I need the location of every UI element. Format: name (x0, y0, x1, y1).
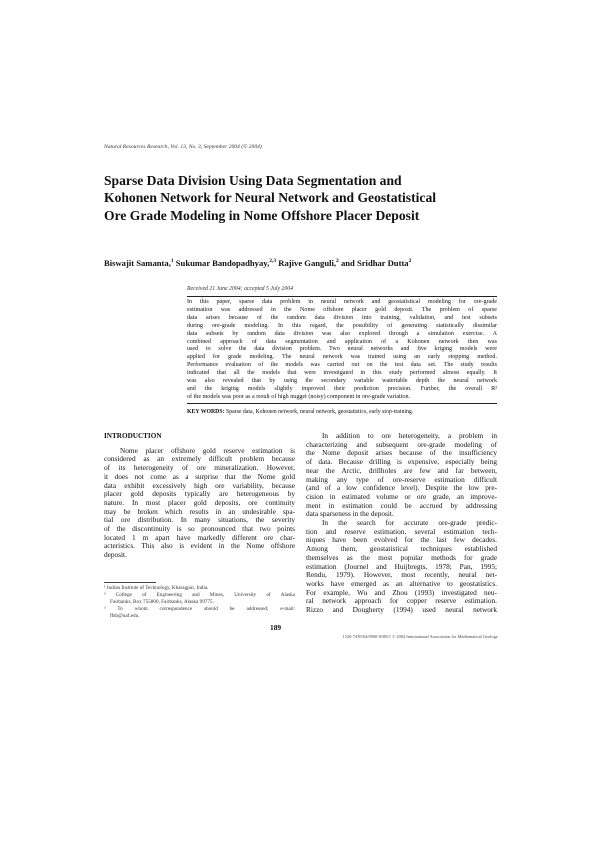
text-line: In the search for accurate ore-grade predic- (322, 518, 497, 528)
text-line: the Nome deposit arises because of the insufficiency (306, 448, 497, 458)
text-line: ral network approach for copper reserve estimation. (306, 596, 497, 606)
text-line: data sparseness in the deposit. (306, 509, 394, 519)
keywords (187, 408, 413, 416)
text-line: (and of a low confidence level). Despite the low pre- (306, 483, 497, 493)
abstract-line: used to solve the data division problem. Two neural networks and five kriging models were (187, 346, 497, 353)
abstract (187, 299, 497, 402)
author-name: Biswajit Samanta, (104, 258, 171, 268)
text-line: cision in estimated volume or ore grade, an improve- (306, 491, 497, 501)
footnote-line: ² College of Engineering and Mines, University of Alaska (104, 592, 295, 598)
abstract-line: combined approach of data segmentation and application of a Kohonen network then was (187, 338, 497, 345)
text-line: placer gold deposits typically are heterogeneous by (104, 489, 295, 499)
received-date: Received 21 June 2004; accepted 5 July 2004 (187, 286, 294, 292)
text-line: characterizing and subsequent ore-grade modeling of (306, 439, 497, 449)
abstract-top-rule (187, 296, 497, 297)
title-line: Ore Grade Modeling in Nome Offshore Placer Deposit (104, 207, 420, 223)
author-affiliation: 1 (170, 258, 174, 265)
footnote-line: ³ To whom correspondence should be addressed; e-mail: (104, 606, 295, 612)
text-line: acteristics. This also is evident in the Nome offshore (104, 541, 295, 551)
text-line: themselves as the most popular methods for grade (306, 552, 497, 562)
text-line: located 1 m apart have markedly different ore char- (104, 532, 295, 542)
title-line: Kohonen Network for Neural Network and Geostatistical (104, 190, 437, 206)
text-line: ment in estimation could be accrued by addressing (306, 500, 497, 510)
footnote-line: ¹ Indian Institute of Technology, Kharagpur, India. (104, 585, 209, 591)
intro-paragraph (104, 447, 295, 560)
abstract-line: estimation was addressed in the Nome offshore placer gold deposit. The problem of sparse (187, 306, 497, 313)
right-column (306, 432, 497, 615)
text-line: Nome placer offshore gold reserve estimation is (120, 445, 295, 455)
footnotes (104, 585, 295, 620)
copyright-footer: 1520-7439/04/0900-0189/1 © 2004 International Association for Mathematical Geology (342, 634, 498, 639)
abstract-line: Performance evaluation of the models was carried out on the test data set. The study results (187, 362, 497, 369)
author-list (104, 258, 411, 268)
text-line: considered as an extremely difficult problem because (104, 454, 295, 464)
author-name: Sukumar Bandopadhyay, (175, 258, 270, 268)
text-line: making any type of ore-reserve estimation difficult (306, 474, 497, 484)
text-line: deposit. (104, 550, 127, 560)
author-affiliation: 2 (336, 258, 339, 265)
text-line: of its heterogeneity of ore mineralization. However, (104, 463, 295, 473)
abstract-bottom-rule (187, 403, 497, 404)
keywords-text: Sparse data, Kohonen network, neural network, geostatistics, early stop-training. (225, 409, 414, 415)
footnote-rule (104, 582, 156, 583)
author-affiliation: 2,3 (269, 258, 277, 265)
abstract-line: data arises because of the random data division into training, validation, and test subsets (187, 314, 497, 321)
abstract-line: of the models was poor as a result of high nugget (noisy) component in ore-grade variation. (187, 393, 411, 400)
text-line: niques have been evolved for the last few decades. (306, 535, 497, 545)
paper-title (104, 172, 524, 224)
text-line: tial ore distribution. In many situations, the severity (104, 515, 295, 525)
keywords-label: KEY WORDS: (187, 409, 225, 415)
footnote-line: ffsb@uaf.edu. (110, 613, 140, 619)
text-line: of the discontinuity is so pronounced that two points (104, 524, 295, 534)
title-line: Sparse Data Division Using Data Segmentation and (104, 173, 402, 188)
text-line: tion and reserve estimation, several estimation tech- (306, 526, 497, 536)
text-line: it does not come as a surprise that the Nome gold (104, 471, 295, 481)
journal-citation: Natural Resources Research, Vol. 13, No. 3, September 2004 (© 2004) (104, 144, 262, 150)
left-column (104, 432, 295, 560)
text-line: For example, Wu and Zhou (1993) investigated neu- (306, 587, 497, 597)
text-line: works have emerged as an alternative to geostatistics. (306, 578, 497, 588)
abstract-line: was also revealed that by using the secondary variable watertable depth the neural network (187, 378, 497, 385)
abstract-line: data subsets by random data division was also explored through a simulation exercise. A (187, 330, 497, 337)
author-name: Rajive Ganguli, (278, 258, 337, 268)
abstract-line: In this paper, sparse data problem in neural network and geostatistical modeling for ore-grade (187, 299, 497, 305)
section-heading-introduction: INTRODUCTION (104, 432, 162, 440)
abstract-line: and the kriging models slightly improved their prediction precision. Further, the overall R² (187, 385, 497, 392)
text-line: In addition to ore heterogeneity, a problem in (322, 431, 497, 440)
text-line: Rizzo and Dougherty (1994) used neural network (306, 605, 497, 615)
right-paragraphs (306, 432, 497, 615)
text-line: of data. Because drilling is expensive, especially being (306, 457, 497, 467)
author-name: and Sridhar Dutta (340, 258, 409, 268)
author-affiliation: 2 (408, 258, 412, 265)
text-line: may be broken which results in an undesirable spa- (104, 506, 295, 516)
abstract-line: indicated that all the models that were investigated in this study performed almost equally. It (187, 370, 497, 377)
text-line: nature. In most placer gold deposits, ore continuity (104, 497, 295, 507)
abstract-line: during ore-grade modeling. In this regard, the possibility of generating statistically dissimilar (187, 322, 497, 329)
abstract-line: applied for grade modeling. The neural network was trained using an early stopping method. (187, 354, 497, 361)
footnote-line: Fairbanks, Box 755800, Fairbanks, Alaska 99775. (110, 599, 214, 605)
text-line: data exhibit excessively high ore variability, because (104, 480, 295, 490)
text-line: Among them, geostatistical techniques established (306, 544, 497, 554)
text-line: Rendu, 1979). However, most recently, neural net- (306, 570, 497, 580)
text-line: near the Arctic, drillholes are few and far between, (306, 465, 497, 475)
page-number: 189 (270, 623, 282, 632)
text-line: estimation (Journel and Huijbregts, 1978; Pan, 1995; (306, 561, 497, 571)
